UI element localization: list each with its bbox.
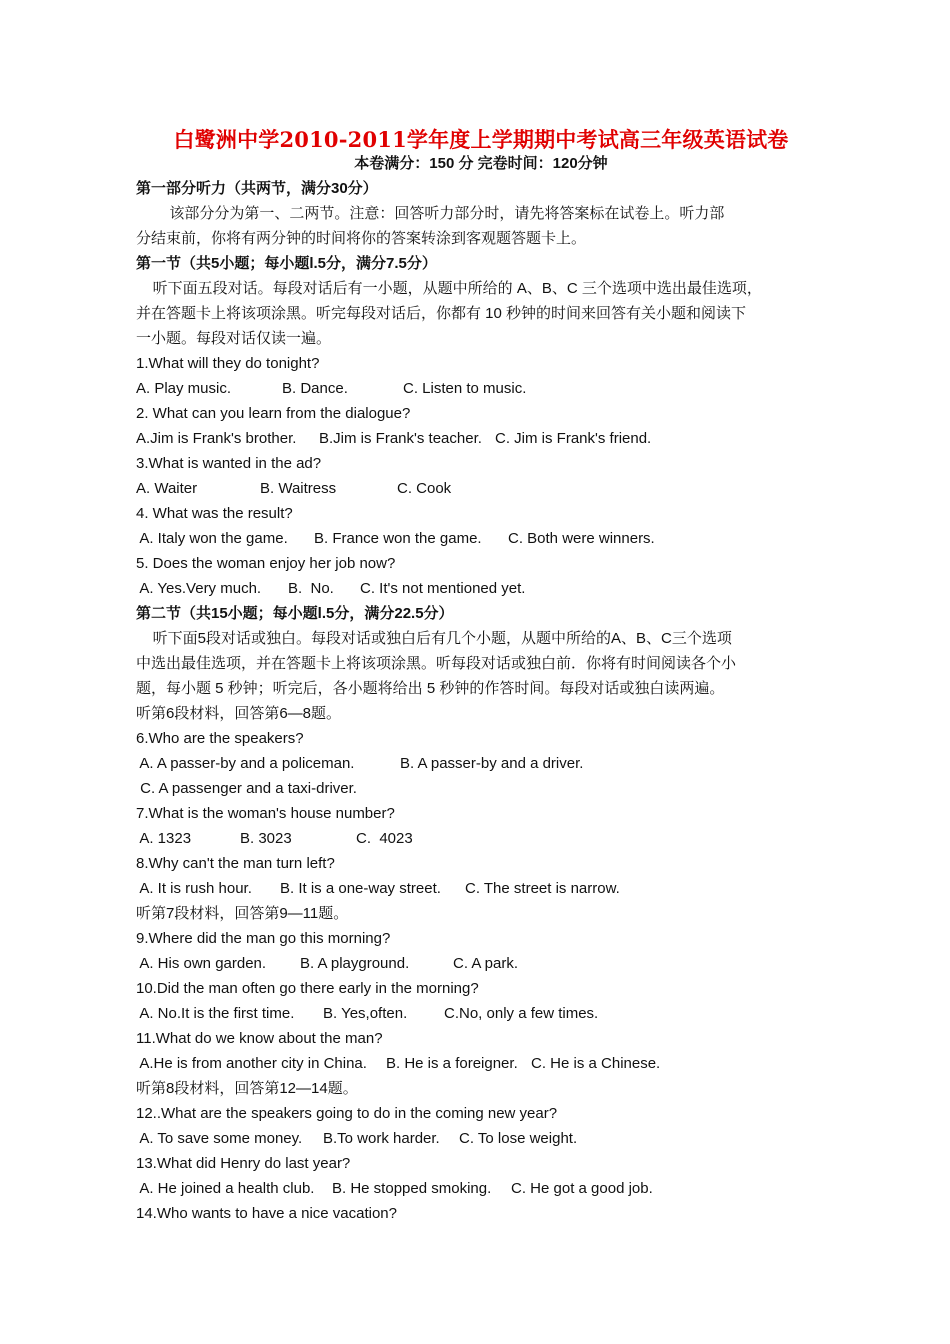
exam-title: 白鹭洲中学2010-2011学年度上学期期中考试高三年级英语试卷 [173, 127, 789, 152]
option-b: B. Waitress [260, 480, 337, 497]
option-b: B.Jim is Frank's teacher. [319, 430, 482, 447]
question-9-options [136, 951, 826, 976]
option-b: B. He is a foreigner. [386, 1055, 518, 1072]
question-1-options [136, 376, 826, 401]
section1-intro-line: 听下面五段对话。每段对话后有一小题，从题中所给的 A、B、C 三个选项中选出最佳选项， [136, 280, 762, 297]
option-a: A. 1323 [136, 830, 192, 847]
option-b: B. A passer-by and a driver. [400, 755, 584, 772]
option-b: B. 3023 [240, 830, 292, 847]
option-b: B. He stopped smoking. [332, 1180, 492, 1197]
option-a: A. To save some money. [136, 1130, 303, 1147]
question-2-options [136, 426, 826, 451]
question-5: 5. Does the woman enjoy her job now? [136, 555, 396, 572]
question-4: 4. What was the result? [136, 505, 293, 522]
question-1: 1.What will they do tonight? [136, 355, 320, 372]
question-11-options [136, 1051, 826, 1076]
section2-intro-line: 中选出最佳选项，并在答题卡上将该项涂黑。听每段对话或独白前．你将有时间阅读各个小 [136, 655, 737, 672]
option-a: A. His own garden. [136, 955, 267, 972]
option-c: C. He is a Chinese. [531, 1055, 661, 1072]
exam-body [136, 176, 826, 1226]
option-c: C. Both were winners. [508, 530, 655, 547]
option-a: A. Yes.Very much. [136, 580, 262, 597]
option-c: C.No, only a few times. [444, 1005, 599, 1022]
question-12: 12..What are the speakers going to do in the coming new year? [136, 1105, 558, 1122]
option-b: B. No. [288, 580, 334, 597]
part1-heading: 第一部分听力（共两节，满分30分） [136, 180, 378, 197]
section2-intro-line: 题，每小题 5 秒钟；听完后，各小题将给出 5 秒钟的作答时间。每段对话或独白读两遍。 [136, 680, 725, 697]
section1-heading: 第一节（共5小题；每小题l.5分，满分7.5分） [136, 255, 437, 272]
question-7-options [136, 826, 826, 851]
option-a: A. It is rush hour. [136, 880, 252, 897]
section2-intro-line: 听下面5段对话或独白。每段对话或独白后有几个小题，从题中所给的A、B、C三个选项 [136, 630, 732, 647]
exam-subtitle: 本卷满分：150 分 完卷时间：120分钟 [354, 155, 608, 172]
option-c: C. Listen to music. [403, 380, 527, 397]
question-7: 7.What is the woman's house number? [136, 805, 395, 822]
option-c: C. It's not mentioned yet. [360, 580, 526, 597]
option-c: C. He got a good job. [511, 1180, 653, 1197]
question-10: 10.Did the man often go there early in the morning? [136, 980, 479, 997]
question-6: 6.Who are the speakers? [136, 730, 304, 747]
option-a: A. Play music. [136, 380, 232, 397]
option-b: B. A playground. [300, 955, 410, 972]
option-c: C. A park. [453, 955, 519, 972]
option-b: B. Dance. [282, 380, 348, 397]
question-12-options [136, 1126, 826, 1151]
question-2: 2. What can you learn from the dialogue? [136, 405, 411, 422]
question-3-options [136, 476, 826, 501]
option-a: A. Waiter [136, 480, 198, 497]
question-5-options [136, 576, 826, 601]
option-c: C. A passenger and a taxi-driver. [136, 780, 357, 797]
question-14: 14.Who wants to have a nice vacation? [136, 1205, 397, 1222]
question-3: 3.What is wanted in the ad? [136, 455, 322, 472]
option-b: B. It is a one-way street. [280, 880, 441, 897]
question-10-options [136, 1001, 826, 1026]
option-c: C. 4023 [356, 830, 413, 847]
question-13-options [136, 1176, 826, 1201]
option-c: C. Jim is Frank's friend. [495, 430, 652, 447]
option-b: B. Yes,often. [323, 1005, 408, 1022]
option-b: B.To work harder. [323, 1130, 440, 1147]
section1-intro-line: 一小题。每段对话仅读一遍。 [136, 330, 332, 347]
part1-intro-line: 该部分分为第一、二两节。注意：回答听力部分时，请先将答案标在试卷上。听力部 [136, 205, 725, 222]
question-8: 8.Why can't the man turn left? [136, 855, 335, 872]
question-11: 11.What do we know about the man? [136, 1030, 383, 1047]
option-c: C. The street is narrow. [465, 880, 620, 897]
section1-intro-line: 并在答题卡上将该项涂黑。听完每段对话后，你都有 10 秒钟的时间来回答有关小题和阅读下 [136, 305, 747, 322]
part1-intro-line: 分结束前，你将有两分钟的时间将你的答案转涂到客观题答题卡上。 [136, 230, 587, 247]
option-a: A. He joined a health club. [136, 1180, 315, 1197]
option-a: A. No.It is the first time. [136, 1005, 295, 1022]
option-a: A.He is from another city in China. [136, 1055, 367, 1072]
question-4-options [136, 526, 826, 551]
material-8-instruction: 听第8段材料，回答第12—14题。 [136, 1080, 358, 1097]
option-a: A.Jim is Frank's brother. [136, 430, 297, 447]
option-b: B. France won the game. [314, 530, 482, 547]
question-9: 9.Where did the man go this morning? [136, 930, 391, 947]
question-8-options [136, 876, 826, 901]
question-6-options [136, 751, 826, 776]
option-a: A. Italy won the game. [136, 530, 288, 547]
question-13: 13.What did Henry do last year? [136, 1155, 351, 1172]
option-c: C. Cook [397, 480, 452, 497]
section2-heading: 第二节（共15小题；每小题l.5分，满分22.5分） [136, 605, 454, 622]
option-c: C. To lose weight. [459, 1130, 578, 1147]
material-7-instruction: 听第7段材料，回答第9—11题。 [136, 905, 349, 922]
option-a: A. A passer-by and a policeman. [136, 755, 355, 772]
material-6-instruction: 听第6段材料，回答第6—8题。 [136, 705, 342, 722]
